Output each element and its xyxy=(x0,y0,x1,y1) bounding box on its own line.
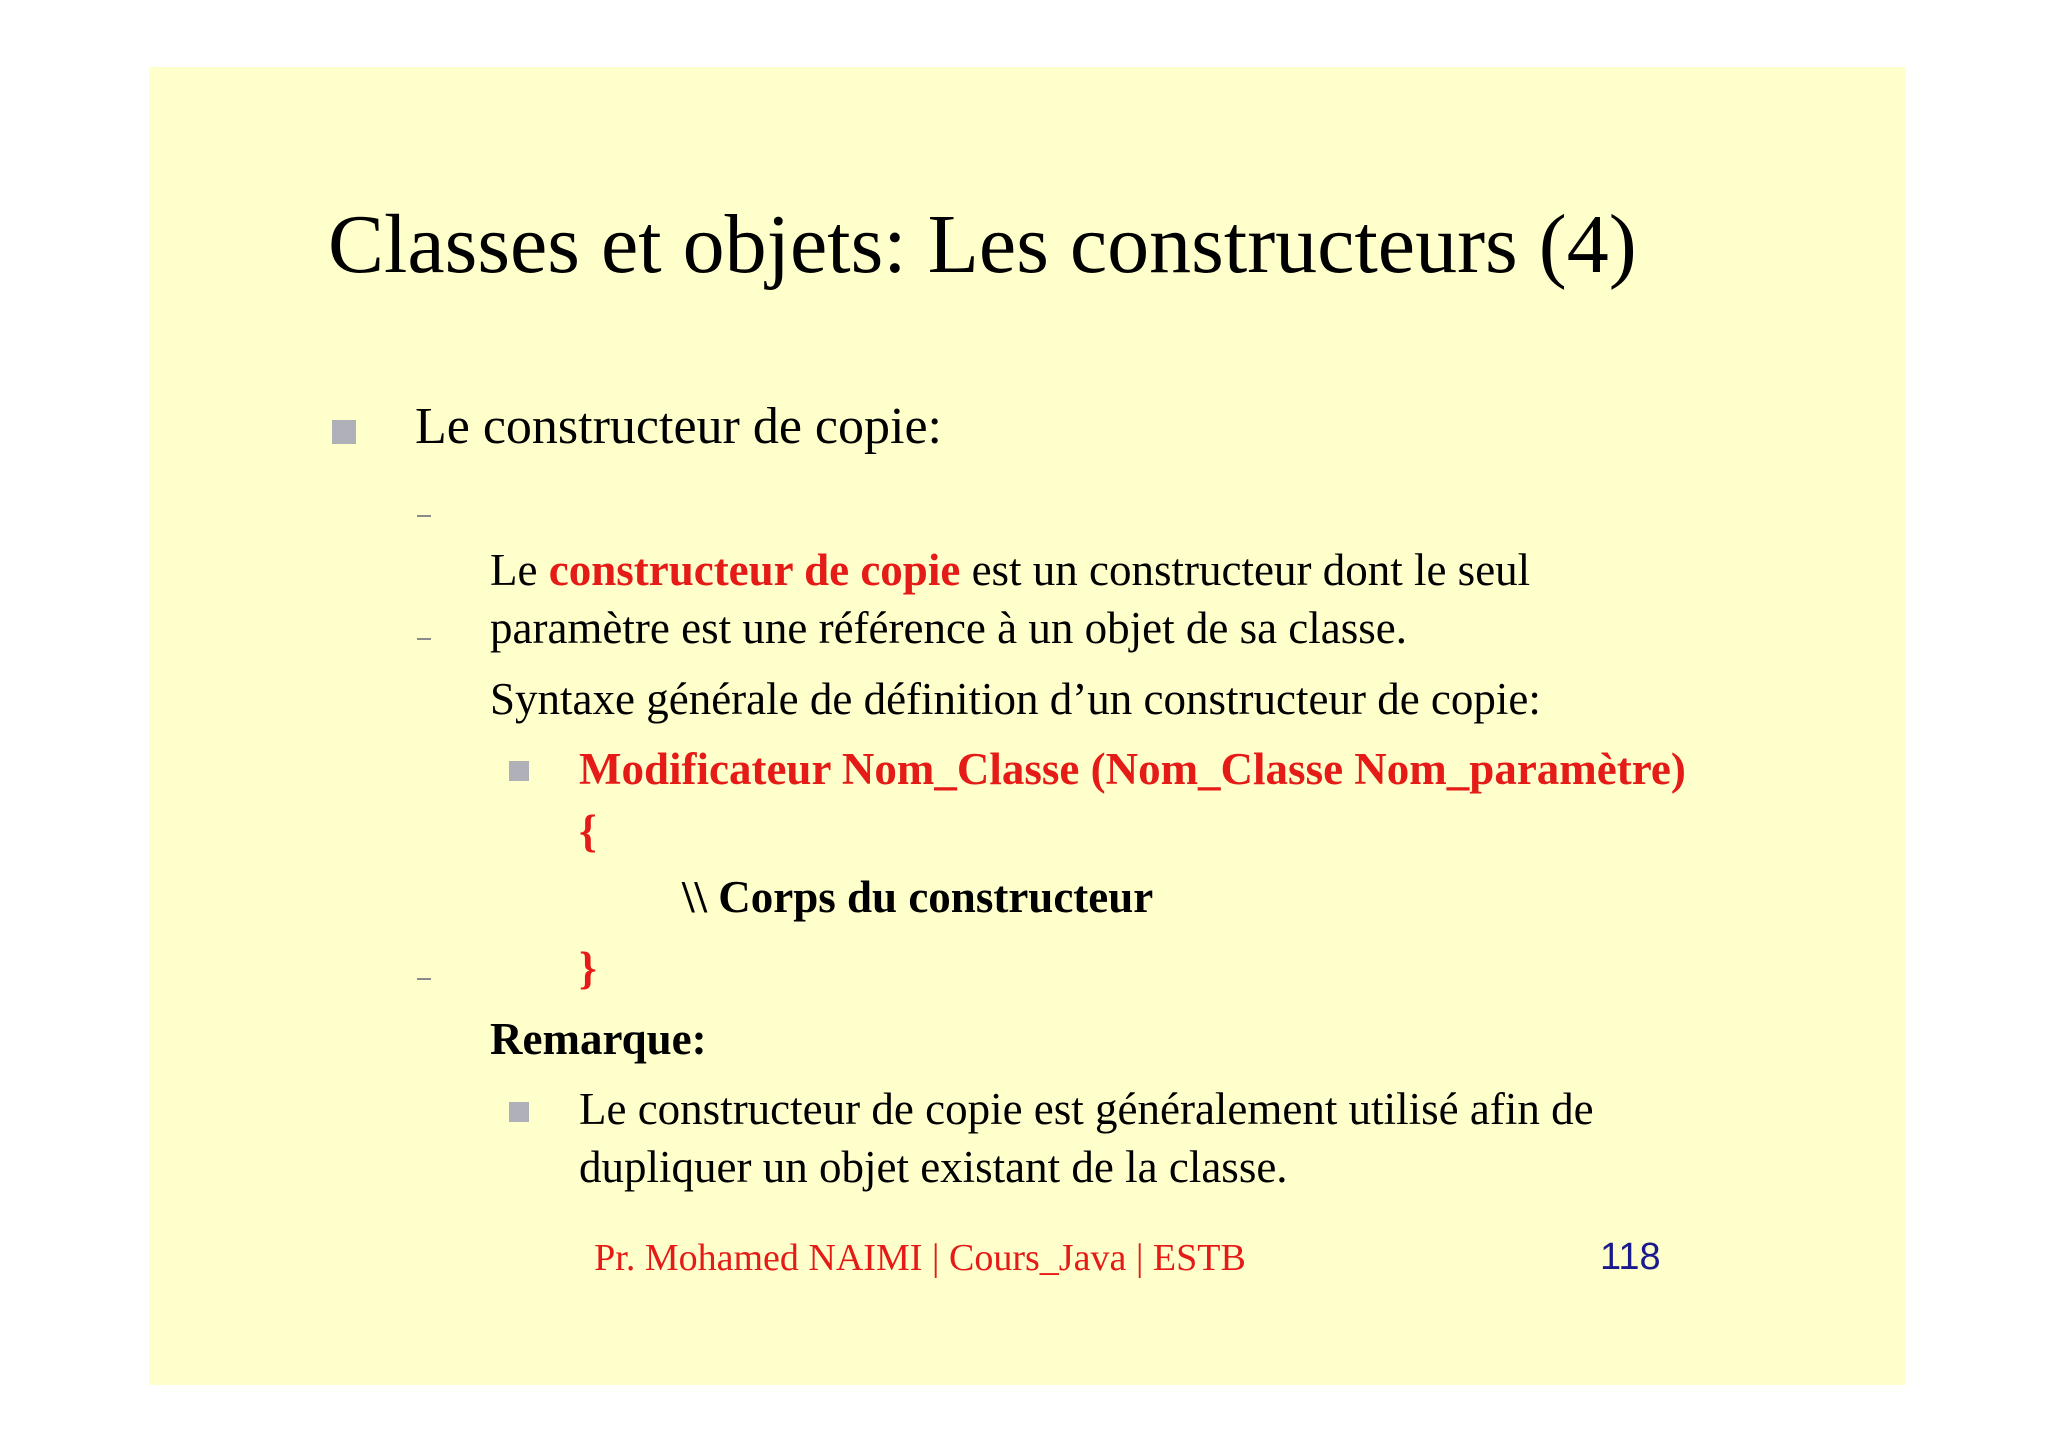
syntax-open-brace: { xyxy=(579,806,597,856)
square-bullet-icon xyxy=(332,420,356,444)
dash-bullet-icon xyxy=(417,515,431,517)
remark-label: Remarque: xyxy=(490,1014,707,1064)
slide-title: Classes et objets: Les constructeurs (4) xyxy=(328,198,1637,291)
square-bullet-icon xyxy=(509,761,529,781)
bullet-copy-constructor: Le constructeur de copie: xyxy=(415,398,942,455)
definition-line-2: paramètre est une référence à un objet de sa classe. xyxy=(490,603,1408,653)
remark-line-1: Le constructeur de copie est généralement utilisé afin de xyxy=(579,1084,1594,1134)
syntax-close-brace: } xyxy=(579,943,597,993)
page-number: 118 xyxy=(1600,1236,1661,1278)
syntax-signature: Modificateur Nom_Classe (Nom_Classe Nom_paramètre) xyxy=(579,744,1686,794)
definition-prefix: Le xyxy=(490,545,549,595)
square-bullet-icon xyxy=(509,1102,529,1122)
definition-suffix: est un constructeur dont le seul xyxy=(960,545,1531,595)
remark-line-2: dupliquer un objet existant de la classe. xyxy=(579,1142,1288,1192)
syntax-intro: Syntaxe générale de définition d’un constructeur de copie: xyxy=(490,674,1541,724)
definition-highlight: constructeur de copie xyxy=(548,545,961,595)
footer-author: Pr. Mohamed NAIMI | Cours_Java | ESTB xyxy=(594,1237,1246,1279)
dash-bullet-icon xyxy=(417,978,431,980)
definition-line-1 xyxy=(490,541,1530,599)
dash-bullet-icon xyxy=(417,638,431,640)
syntax-body: \\ Corps du constructeur xyxy=(682,872,1154,922)
slide xyxy=(149,67,1905,1385)
